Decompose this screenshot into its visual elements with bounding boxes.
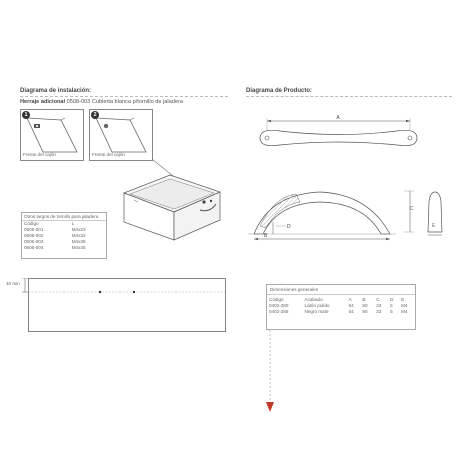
screws-cell-length: M4x45	[71, 245, 86, 250]
dims-cell-finish: Negro mate	[304, 309, 329, 314]
install-step-1-box	[20, 109, 84, 161]
install-subtitle	[20, 99, 183, 105]
template-min-label: 40 min	[6, 281, 20, 286]
template-board	[29, 279, 226, 332]
product-top-view	[240, 110, 420, 160]
screws-header-code: Código	[24, 221, 39, 226]
dims-cell-d: 5	[390, 303, 393, 308]
install-subtitle-bold: Herraje adicional	[20, 99, 66, 105]
dimension-c-label: C	[410, 206, 414, 212]
dims-cell-finish: Latón pulido	[304, 303, 330, 308]
screws-cell-length: M4x32	[71, 233, 86, 238]
screws-table	[21, 212, 107, 259]
dims-cell-e: M4	[401, 309, 408, 314]
dims-cell-d: 5	[390, 309, 393, 314]
min-dimension-arrow	[22, 278, 28, 294]
dims-cell-b: 80	[362, 303, 368, 308]
handle-top-outline	[260, 130, 417, 145]
dimension-c-bracket	[404, 190, 416, 234]
dims-cell-e: M4	[401, 303, 408, 308]
screws-cell-length: M4x22	[71, 227, 86, 232]
screws-table-title: Otros largos de tornillo para jaladera	[22, 213, 106, 221]
dims-cell-c: 23	[376, 309, 382, 314]
table-row	[267, 309, 415, 315]
template-hole-right	[133, 291, 135, 293]
install-title-rule	[20, 96, 228, 97]
install-title: Diagrama de instalación:	[20, 88, 92, 94]
screws-cell-code: 0506-001	[24, 227, 44, 232]
dimensions-table-grid	[267, 297, 415, 315]
dims-header-d: D	[390, 297, 394, 302]
mounting-template	[28, 278, 228, 336]
dims-header-code: Código	[269, 297, 284, 302]
dims-header-c: C	[376, 297, 380, 302]
product-side-view	[240, 184, 400, 248]
step-1-caption: Frente del cajón	[23, 152, 56, 157]
dims-header-a: A	[348, 297, 352, 302]
dimensions-table	[266, 284, 416, 330]
product-title-rule	[246, 96, 452, 97]
screws-cell-code: 0506-003	[24, 239, 44, 244]
dims-cell-code: 0402-285	[269, 309, 289, 314]
dims-cell-b: 80	[362, 309, 368, 314]
dimensions-table-title: Dimensiones generales	[267, 285, 415, 295]
dims-cell-a: 64	[348, 303, 354, 308]
screws-cell-length: M4x38	[71, 239, 86, 244]
arrow-head	[266, 402, 274, 412]
drawer-illustration	[110, 140, 240, 270]
product-title: Diagrama de Producto:	[246, 88, 313, 94]
screws-cell-code: 0506-002	[24, 233, 44, 238]
dimension-a-label: A	[336, 115, 340, 121]
dims-header-finish: Acabado	[304, 297, 323, 302]
step-1-number-badge: 1	[22, 111, 30, 119]
dims-cell-code: 0402-280	[269, 303, 289, 308]
dims-cell-c: 23	[376, 303, 382, 308]
screws-table-grid	[22, 221, 106, 251]
dimension-e-label: E	[432, 223, 436, 229]
template-hole-left	[99, 291, 101, 293]
dimension-d-label: D	[287, 224, 291, 230]
dims-cell-a: 64	[348, 309, 354, 314]
dims-header-b: B	[362, 297, 366, 302]
step-2-caption: Frente del cajón	[92, 152, 125, 157]
dimension-arrow-down	[264, 330, 276, 414]
screws-cell-code: 0506-004	[24, 245, 44, 250]
step-2-number-badge: 2	[91, 111, 99, 119]
screws-header-l: L	[71, 221, 75, 226]
install-subtitle-text: 0508-003 Cubierta blanca p/tornillo de jaladera	[66, 99, 183, 105]
handle-section-hatch	[260, 194, 300, 228]
dims-header-e: E	[401, 297, 405, 302]
handle-end-profile	[422, 188, 450, 238]
dimension-b-label: B	[264, 233, 268, 239]
table-row	[22, 245, 106, 251]
